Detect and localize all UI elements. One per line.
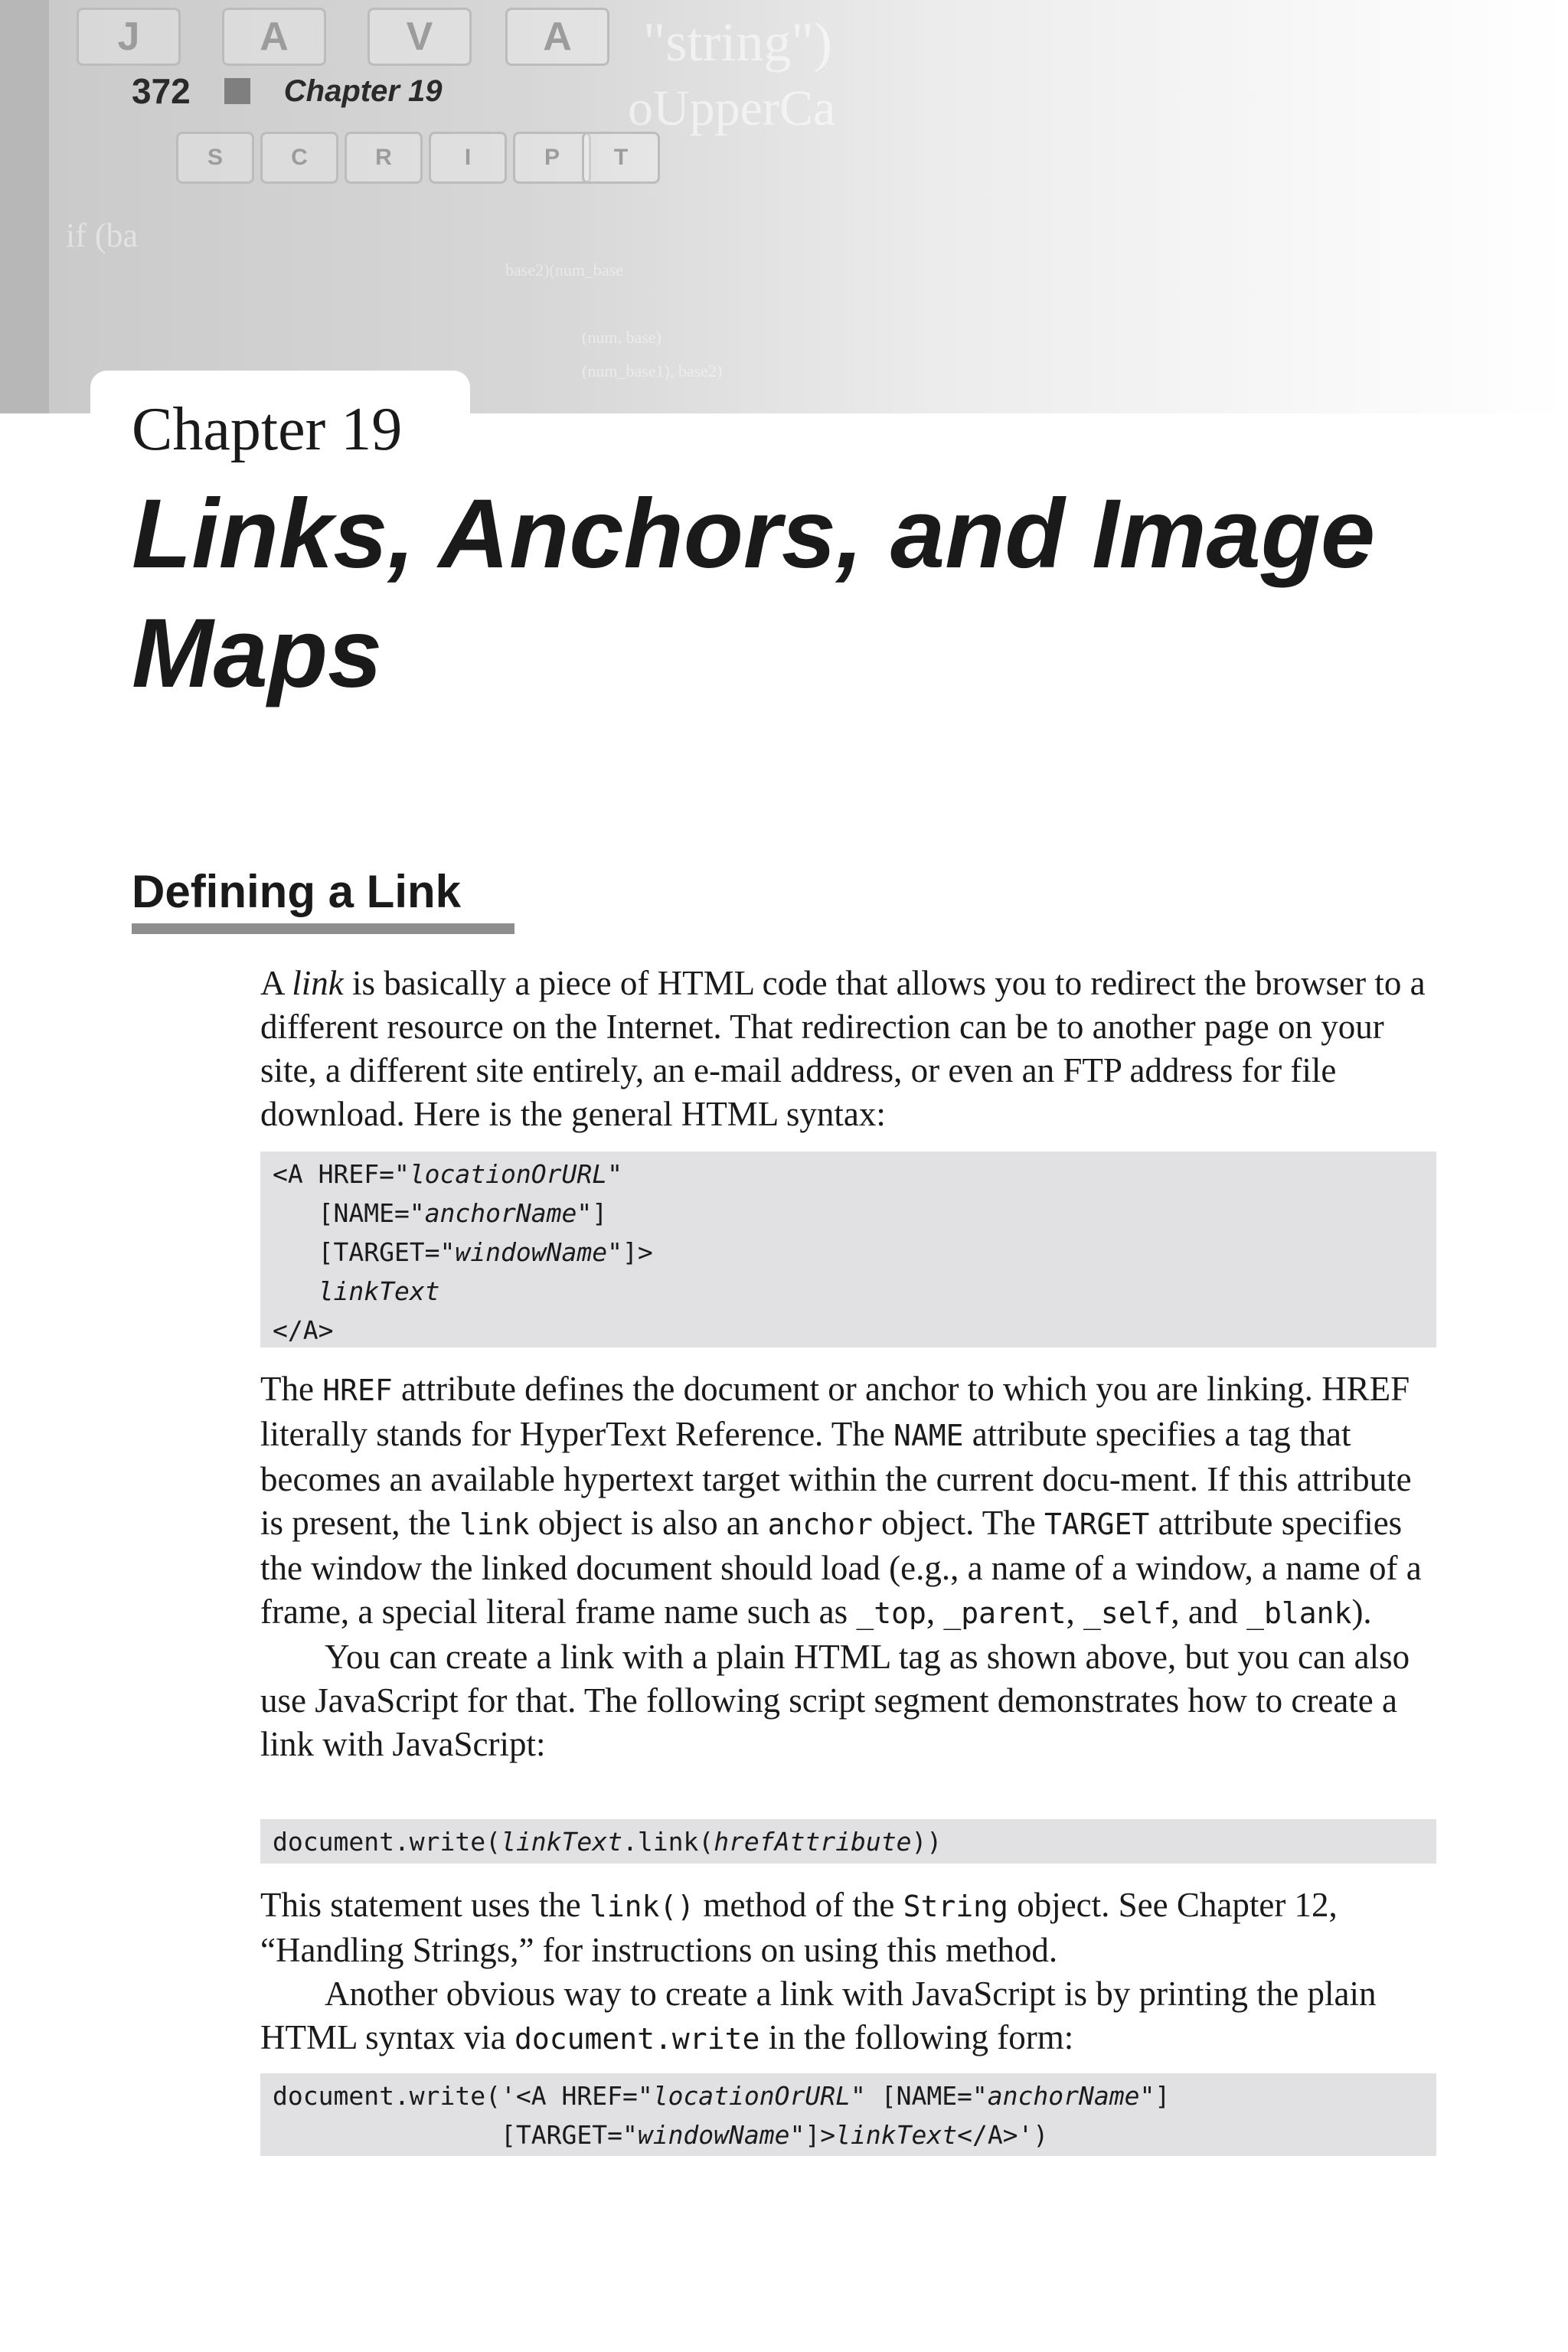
keyboard-key: S	[176, 132, 254, 184]
keyboard-key: V	[368, 8, 472, 66]
paragraph-document-write: Another obvious way to create a link with JavaScript is by printing the plain HTML syntax via document.write in the following form:	[260, 1975, 1377, 2056]
keyboard-key: T	[582, 132, 660, 184]
square-bullet-icon	[224, 78, 250, 104]
section-underline	[132, 923, 514, 934]
keyboard-key: P	[513, 132, 591, 184]
running-head	[132, 70, 443, 112]
header-ghost-code: (num_base1), base2)	[582, 361, 723, 381]
running-head-chapter: Chapter 19	[283, 74, 443, 108]
paragraph-attributes: The HREF attribute defines the document or anchor to which you are linking. HREF literally stands for HyperText Reference. The NAME attribute specifies a tag that becomes an available hypertext target within the current docu-ment. If this attribute is present, the link object is also an anchor object. The TARGET attribute specifies the window the linked document should load (e.g., a name of a window, a name of a frame, a special literal frame name such as _top, _parent, _self, and _blank). You can create a link with a plain HTML tag as shown above, but you can also use JavaScript for that. The following script segment demonstrates how to create a link with JavaScript:	[260, 1367, 1439, 1766]
paragraph-javascript-link: You can create a link with a plain HTML tag as shown above, but you can also use JavaScript for that. The following script segment demonstrates how to create a link with JavaScript:	[260, 1638, 1410, 1763]
header-left-strip	[0, 0, 49, 413]
chapter-number: Chapter 19	[132, 396, 403, 463]
code-block-link-method: document.write(linkText.link(hrefAttribute))	[260, 1819, 1436, 1864]
keyboard-key: I	[429, 132, 507, 184]
header-ghost-code: if (ba	[66, 217, 139, 254]
chapter-title: Links, Anchors, and Image Maps	[132, 479, 1376, 708]
header-ghost-text: oUpperCa	[628, 80, 836, 136]
paragraph-intro: A link is basically a piece of HTML code that allows you to redirect the browser to a different resource on the Internet. That redirection can be to another page on your site, a different site entirely, an e-mail address, or even an FTP address for file download. Here is the general HTML syntax:	[260, 964, 1426, 1133]
header-ghost-code: (num, base)	[582, 328, 662, 347]
keyboard-key: J	[77, 8, 181, 66]
paragraph-link-method: This statement uses the link() method of the String object. See Chapter 12, “Handling Strings,” for instructions on using this method. Another obvious way to create a link with JavaScript is by printing the plain HTML syntax via document.write in the following form:	[260, 1883, 1439, 2061]
keyboard-key: R	[345, 132, 423, 184]
code-block-document-write: document.write('<A HREF="locationOrURL" [NAME="anchorName"] [TARGET="windowName"]>linkText</A>')	[260, 2073, 1436, 2156]
keyboard-key: A	[505, 8, 609, 66]
section-heading: Defining a Link	[132, 866, 462, 917]
header-ghost-text: "string")	[643, 11, 832, 73]
code-block-link-syntax: <A HREF="locationOrURL" [NAME="anchorName"] [TARGET="windowName"]> linkText </A>	[260, 1152, 1436, 1348]
keyboard-key: C	[260, 132, 338, 184]
page-number: 372	[132, 71, 191, 111]
header-ghost-code: base2)(num_base	[505, 260, 623, 279]
keyboard-key: A	[222, 8, 326, 66]
chapter-header-artwork	[0, 0, 1568, 413]
